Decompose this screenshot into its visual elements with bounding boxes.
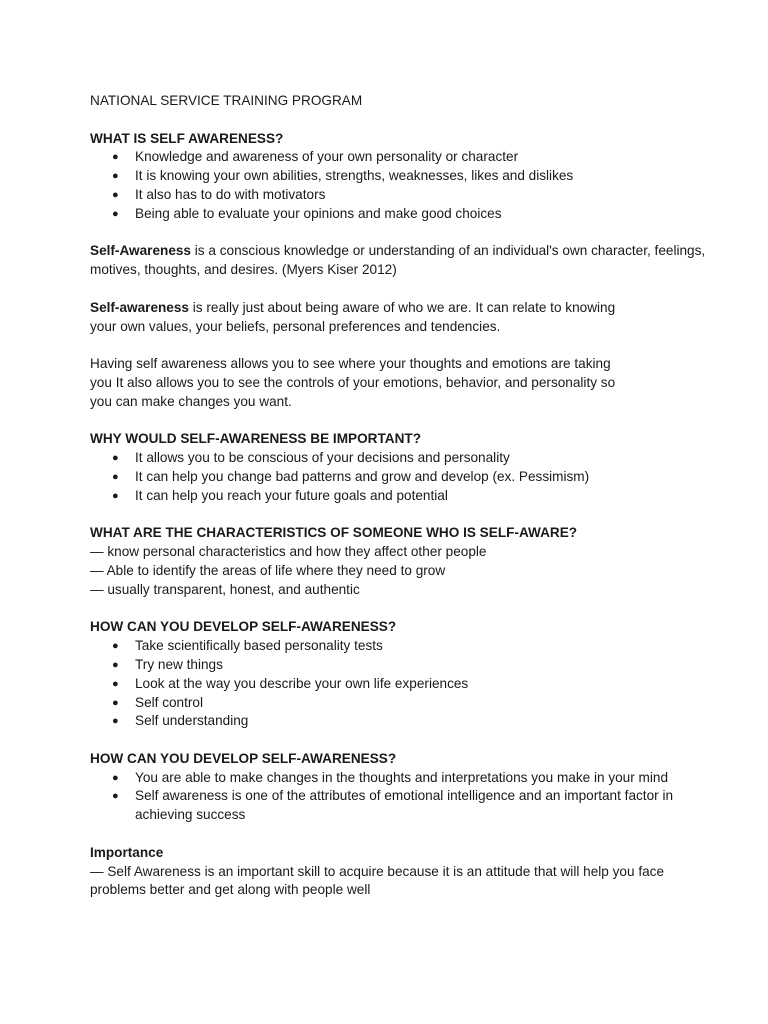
list-item: ● It allows you to be conscious of your decisions and personality	[90, 449, 708, 468]
section-heading-develop: HOW CAN YOU DEVELOP SELF-AWARENESS?	[90, 619, 397, 635]
list-item: ● Self understanding	[90, 712, 708, 731]
bullet-icon: ●	[112, 640, 119, 653]
list-item: ● It can help you reach your future goals and potential	[90, 487, 708, 506]
bullet-icon: ●	[112, 207, 119, 220]
benefit-paragraph: Having self awareness allows you to see where your thoughts and emotions are taking you It also allows you to see the controls of your emotions, behavior, and personality so you can make changes you want.	[90, 356, 616, 409]
list-item: — usually transparent, honest, and authentic	[90, 581, 360, 597]
bullet-icon: ●	[112, 658, 119, 671]
list-item: ● It can help you change bad patterns and grow and develop (ex. Pessimism)	[90, 468, 708, 487]
bullet-icon: ●	[112, 170, 119, 183]
explanation-paragraph: Self-awareness is really just about being aware of who we are. It can relate to knowing your own values, your beliefs, personal preferences and tendencies.	[90, 299, 616, 334]
importance-paragraph: — Self Awareness is an important skill to acquire because it is an attitude that will help you face problems better and get along with people well	[90, 863, 665, 898]
list-item: — Able to identify the areas of life where they need to grow	[90, 562, 446, 578]
bullet-list-develop-2	[90, 769, 708, 825]
characteristics-list	[90, 543, 708, 599]
section-heading-importance: Importance	[90, 844, 164, 860]
list-item: ● Knowledge and awareness of your own personality or character	[90, 148, 708, 167]
bullet-list-why-important	[90, 449, 708, 505]
bullet-icon: ●	[112, 452, 119, 465]
list-item: ● It is knowing your own abilities, strengths, weaknesses, likes and dislikes	[90, 167, 708, 186]
bullet-icon: ●	[112, 715, 119, 728]
bullet-list-what-is	[90, 148, 708, 223]
bullet-icon: ●	[112, 771, 119, 784]
list-item: ● Take scientifically based personality tests	[90, 637, 708, 656]
bullet-icon: ●	[112, 151, 119, 164]
list-item: ● Being able to evaluate your opinions and make good choices	[90, 205, 708, 224]
bullet-icon: ●	[112, 677, 119, 690]
bullet-icon: ●	[112, 188, 119, 201]
list-item: — know personal characteristics and how they affect other people	[90, 544, 487, 560]
bullet-list-develop	[90, 637, 708, 731]
document-title: NATIONAL SERVICE TRAINING PROGRAM	[90, 93, 363, 108]
list-item: ● It also has to do with motivators	[90, 186, 708, 205]
bullet-icon: ●	[112, 470, 119, 483]
section-heading-develop-2: HOW CAN YOU DEVELOP SELF-AWARENESS?	[90, 750, 397, 766]
list-item: ● You are able to make changes in the thoughts and interpretations you make in your mind	[90, 769, 708, 788]
list-item: ● Self control	[90, 694, 708, 713]
list-item: ● Try new things	[90, 656, 708, 675]
definition-paragraph: Self-Awareness is a conscious knowledge or understanding of an individual's own character, feelings, motives, thoughts, and desires. (Myers Kiser 2012)	[90, 243, 706, 278]
list-item: ● Look at the way you describe your own life experiences	[90, 675, 708, 694]
bullet-icon: ●	[112, 696, 119, 709]
list-item: ● Self awareness is one of the attributes of emotional intelligence and an important factor in achieving success	[112, 788, 674, 823]
bullet-icon: ●	[112, 489, 119, 502]
section-heading-characteristics: WHAT ARE THE CHARACTERISTICS OF SOMEONE WHO IS SELF-AWARE?	[90, 525, 578, 541]
section-heading-why-important: WHY WOULD SELF-AWARENESS BE IMPORTANT?	[90, 431, 422, 447]
bullet-icon: ●	[112, 790, 119, 803]
section-heading-what-is: WHAT IS SELF AWARENESS?	[90, 130, 284, 146]
